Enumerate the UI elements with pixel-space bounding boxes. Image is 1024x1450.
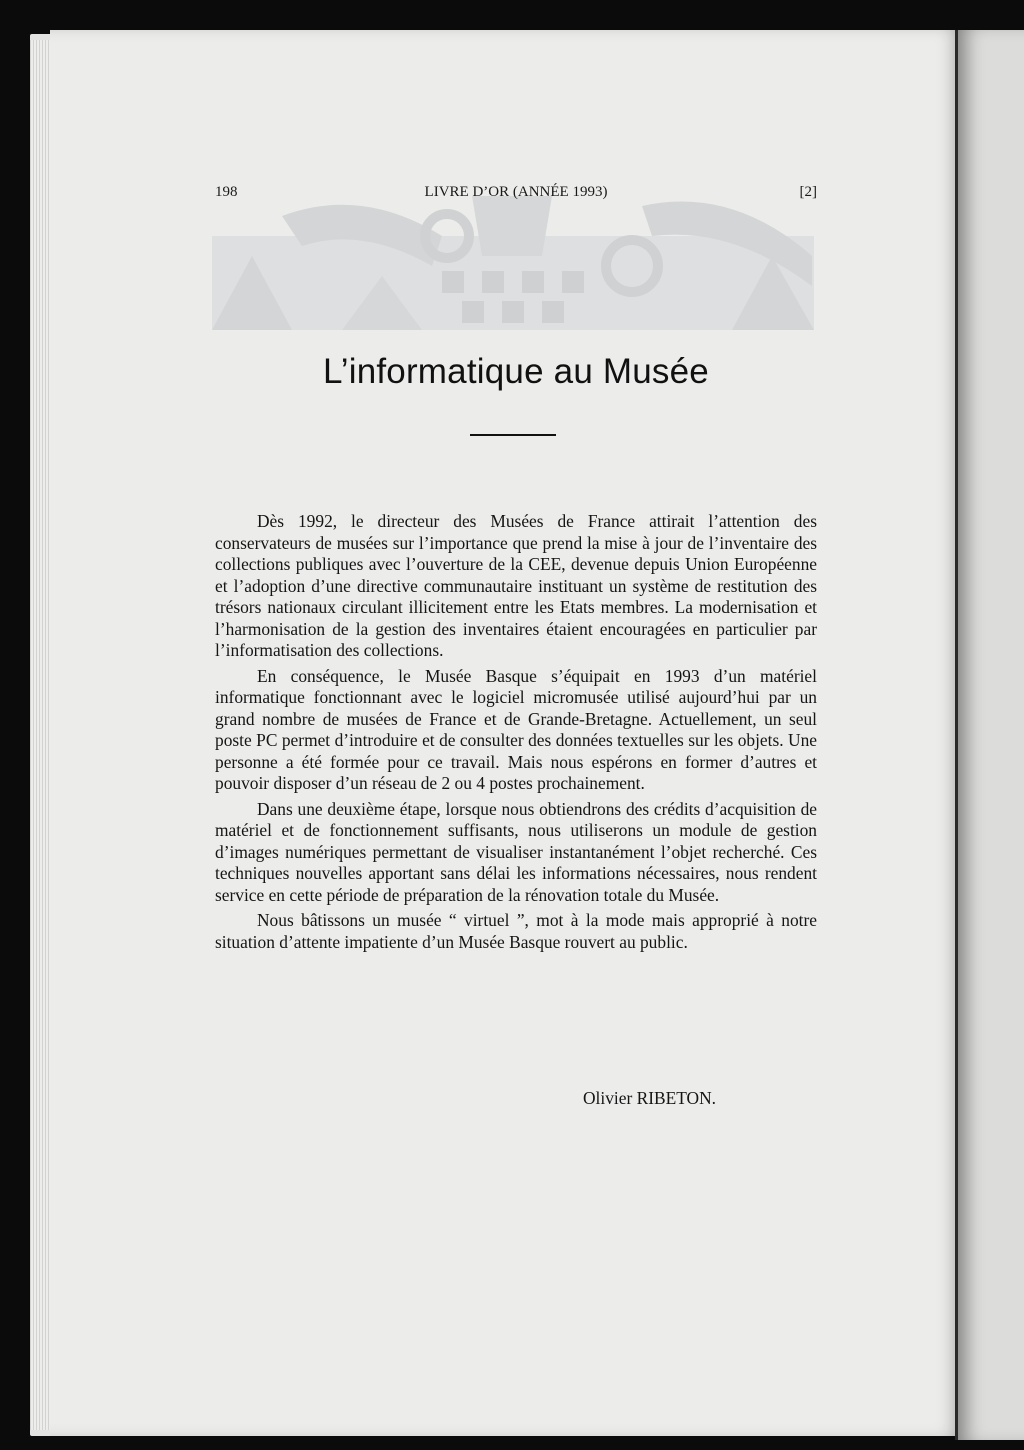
article-body — [215, 511, 817, 957]
paragraph: En conséquence, le Musée Basque s’équipait en 1993 d’un matériel informatique fonctionnant avec le logiciel micromusée utilisé aujourd’hui par un grand nombre de musées de France et de Grande-Bretagne. Actuellement, un seul poste PC permet d’introduire et de consulter des données textuelles sur les objets. Une personne a été formée pour ce travail. Mais nous espérons en former d’autres et pouvoir disposer d’un réseau de 2 ou 4 postes prochainement. — [215, 665, 817, 793]
paragraph: Nous bâtissons un musée “ virtuel ”, mot à la mode mais approprié à notre situation d’attente impatiente d’un Musée Basque rouvert au public. — [215, 910, 817, 952]
running-header — [215, 184, 817, 206]
title-underline — [470, 434, 556, 436]
author-signature: Olivier RIBETON. — [583, 1088, 716, 1108]
show-through-ornament — [212, 196, 814, 330]
page-edges — [30, 40, 50, 1430]
running-title: LIVRE D’OR (ANNÉE 1993) — [424, 184, 608, 200]
paragraph: Dès 1992, le directeur des Musées de France attirait l’attention des conservateurs de musées sur l’importance que prend la mise à jour de l’inventaire des collections publiques avec l’ouverture de la CEE, devenue depuis Union Européenne et l’adoption d’une directive communautaire instituant un système de restitution des trésors nationaux circulant illicitement entre les Etats membres. La modernisation et l’harmonisation de la gestion des inventaires étaient encouragées en particulier par l’informatisation des collections. — [215, 511, 817, 660]
paragraph: Dans une deuxième étape, lorsque nous obtiendrons des crédits d’acquisition de matériel et de fonctionnement suffisants, nous utiliserons un module de gestion d’images numériques permettant de visualiser instantanément l’objet recherché. Ces techniques nouvelles apportant sans délai les informations nécessaires, nous rendent service en cette période de préparation de la rénovation totale du Musée. — [215, 798, 817, 905]
reference-marker: [2] — [799, 184, 817, 200]
facing-page-edge — [958, 30, 1024, 1440]
article-title: L’informatique au Musée — [323, 352, 709, 391]
page-number: 198 — [215, 184, 238, 200]
